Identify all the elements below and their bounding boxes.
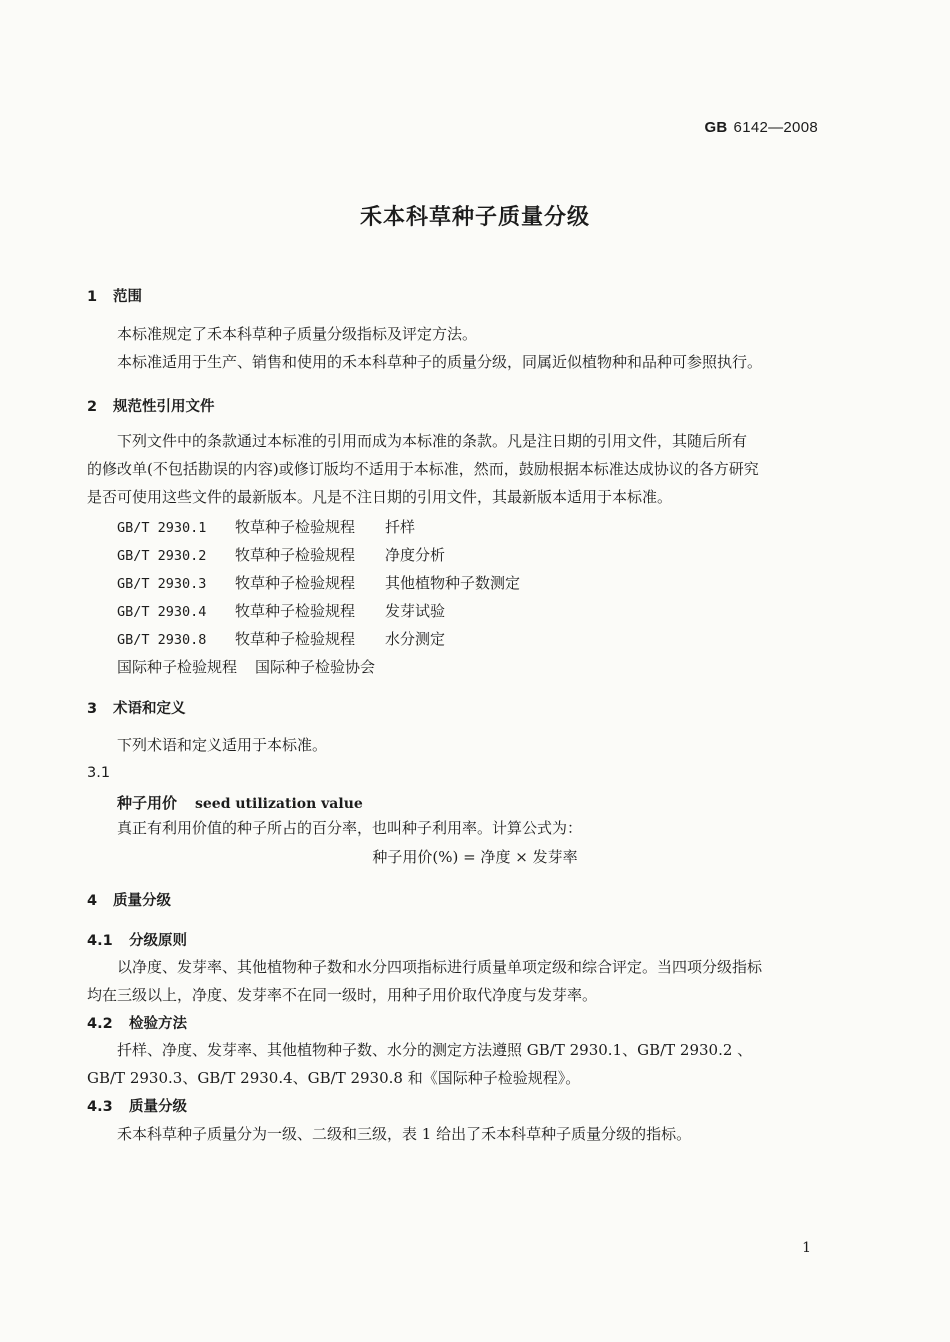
reference-item (117, 516, 415, 537)
reference-name: 牧草种子检验规程 (235, 546, 356, 564)
section-2-heading (87, 395, 215, 416)
subsection-title: 质量分级 (129, 1099, 187, 1115)
paragraph-line: 的修改单(不包括勘误的内容)或修订版均不适用于本标准，然而，鼓励根据本标准达成协议的各方研究 (87, 460, 759, 478)
reference-part: 水分测定 (385, 630, 446, 648)
paragraph-line: 禾本科草种子质量分为一级、二级和三级，表 1 给出了禾本科草种子质量分级的指标。 (117, 1125, 692, 1143)
section-number: 2 (87, 399, 98, 415)
reference-item (117, 544, 445, 565)
section-title: 质量分级 (113, 893, 171, 909)
section-number: 1 (87, 289, 98, 305)
paragraph-line: 是否可使用这些文件的最新版本。凡是不注日期的引用文件，其最新版本适用于本标准。 (87, 488, 673, 506)
subsection-number: 4.1 (87, 933, 113, 949)
reference-part: 扦样 (385, 518, 416, 536)
paragraph-line: 以净度、发芽率、其他植物种子数和水分四项指标进行质量单项定级和综合评定。当四项分级指标 (117, 958, 763, 976)
term-definition: 真正有利用价值的种子所占的百分率，也叫种子利用率。计算公式为： (117, 819, 583, 837)
reference-item (117, 628, 445, 649)
section-1-heading (87, 285, 142, 306)
standard-code: 6142—2008 (733, 119, 818, 136)
subsection-4-1-heading (87, 929, 187, 950)
subsection-number: 3.1 (87, 765, 111, 781)
subsection-number: 4.2 (87, 1016, 113, 1032)
reference-code: GB/T 2930.8 (117, 632, 207, 648)
section-number: 4 (87, 893, 98, 909)
section-title: 规范性引用文件 (113, 399, 215, 415)
paragraph-line: 均在三级以上，净度、发芽率不在同一级时，用种子用价取代净度与发芽率。 (87, 986, 598, 1004)
term-english: seed utilization value (195, 796, 363, 812)
page-number: 1 (802, 1240, 811, 1256)
paragraph: 本标准适用于生产、销售和使用的禾本科草种子的质量分级，同属近似植物种和品种可参照执行。 (117, 353, 763, 371)
section-4-heading (87, 889, 171, 910)
reference-code: GB/T 2930.3 (117, 576, 207, 592)
subsection-title: 分级原则 (129, 933, 187, 949)
term-entry (117, 792, 363, 813)
formula: 种子用价(%) = 净度 × 发芽率 (372, 848, 578, 866)
term-chinese: 种子用价 (117, 794, 178, 812)
standard-prefix: GB (704, 119, 728, 136)
subsection-title: 检验方法 (129, 1016, 187, 1032)
subsection-4-2-heading (87, 1012, 187, 1033)
subsection-4-3-heading (87, 1095, 187, 1116)
reference-item (117, 600, 445, 621)
subsection-number: 4.3 (87, 1099, 113, 1115)
paragraph-line: 扦样、净度、发芽率、其他植物种子数、水分的测定方法遵照 GB/T 2930.1、GB/T 2930.2 、 (117, 1041, 753, 1059)
section-3-heading (87, 697, 186, 718)
reference-name: 牧草种子检验规程 (235, 602, 356, 620)
reference-code: GB/T 2930.1 (117, 520, 207, 536)
reference-item (117, 572, 520, 593)
reference-code: GB/T 2930.4 (117, 604, 207, 620)
paragraph: 下列术语和定义适用于本标准。 (117, 736, 328, 754)
reference-part: 其他植物种子数测定 (385, 574, 521, 592)
paragraph-line: 下列文件中的条款通过本标准的引用而成为本标准的条款。凡是注日期的引用文件，其随后所有 (117, 432, 748, 450)
section-number: 3 (87, 701, 98, 717)
paragraph-line: GB/T 2930.3、GB/T 2930.4、GB/T 2930.8 和《国际种子检验规程》。 (87, 1069, 581, 1087)
document-title: 禾本科草种子质量分级 (359, 205, 590, 230)
reference-name: 牧草种子检验规程 (235, 574, 356, 592)
section-title: 范围 (113, 289, 142, 305)
reference-code: GB/T 2930.2 (117, 548, 207, 564)
reference-item-international (117, 656, 375, 677)
reference-name: 国际种子检验规程 (117, 658, 238, 676)
reference-name: 牧草种子检验规程 (235, 518, 356, 536)
paragraph: 本标准规定了禾本科草种子质量分级指标及评定方法。 (117, 325, 478, 343)
reference-part: 发芽试验 (385, 602, 446, 620)
reference-part: 净度分析 (385, 546, 446, 564)
reference-organization: 国际种子检验协会 (255, 658, 376, 676)
reference-name: 牧草种子检验规程 (235, 630, 356, 648)
section-title: 术语和定义 (113, 701, 186, 717)
standard-number (704, 119, 818, 136)
